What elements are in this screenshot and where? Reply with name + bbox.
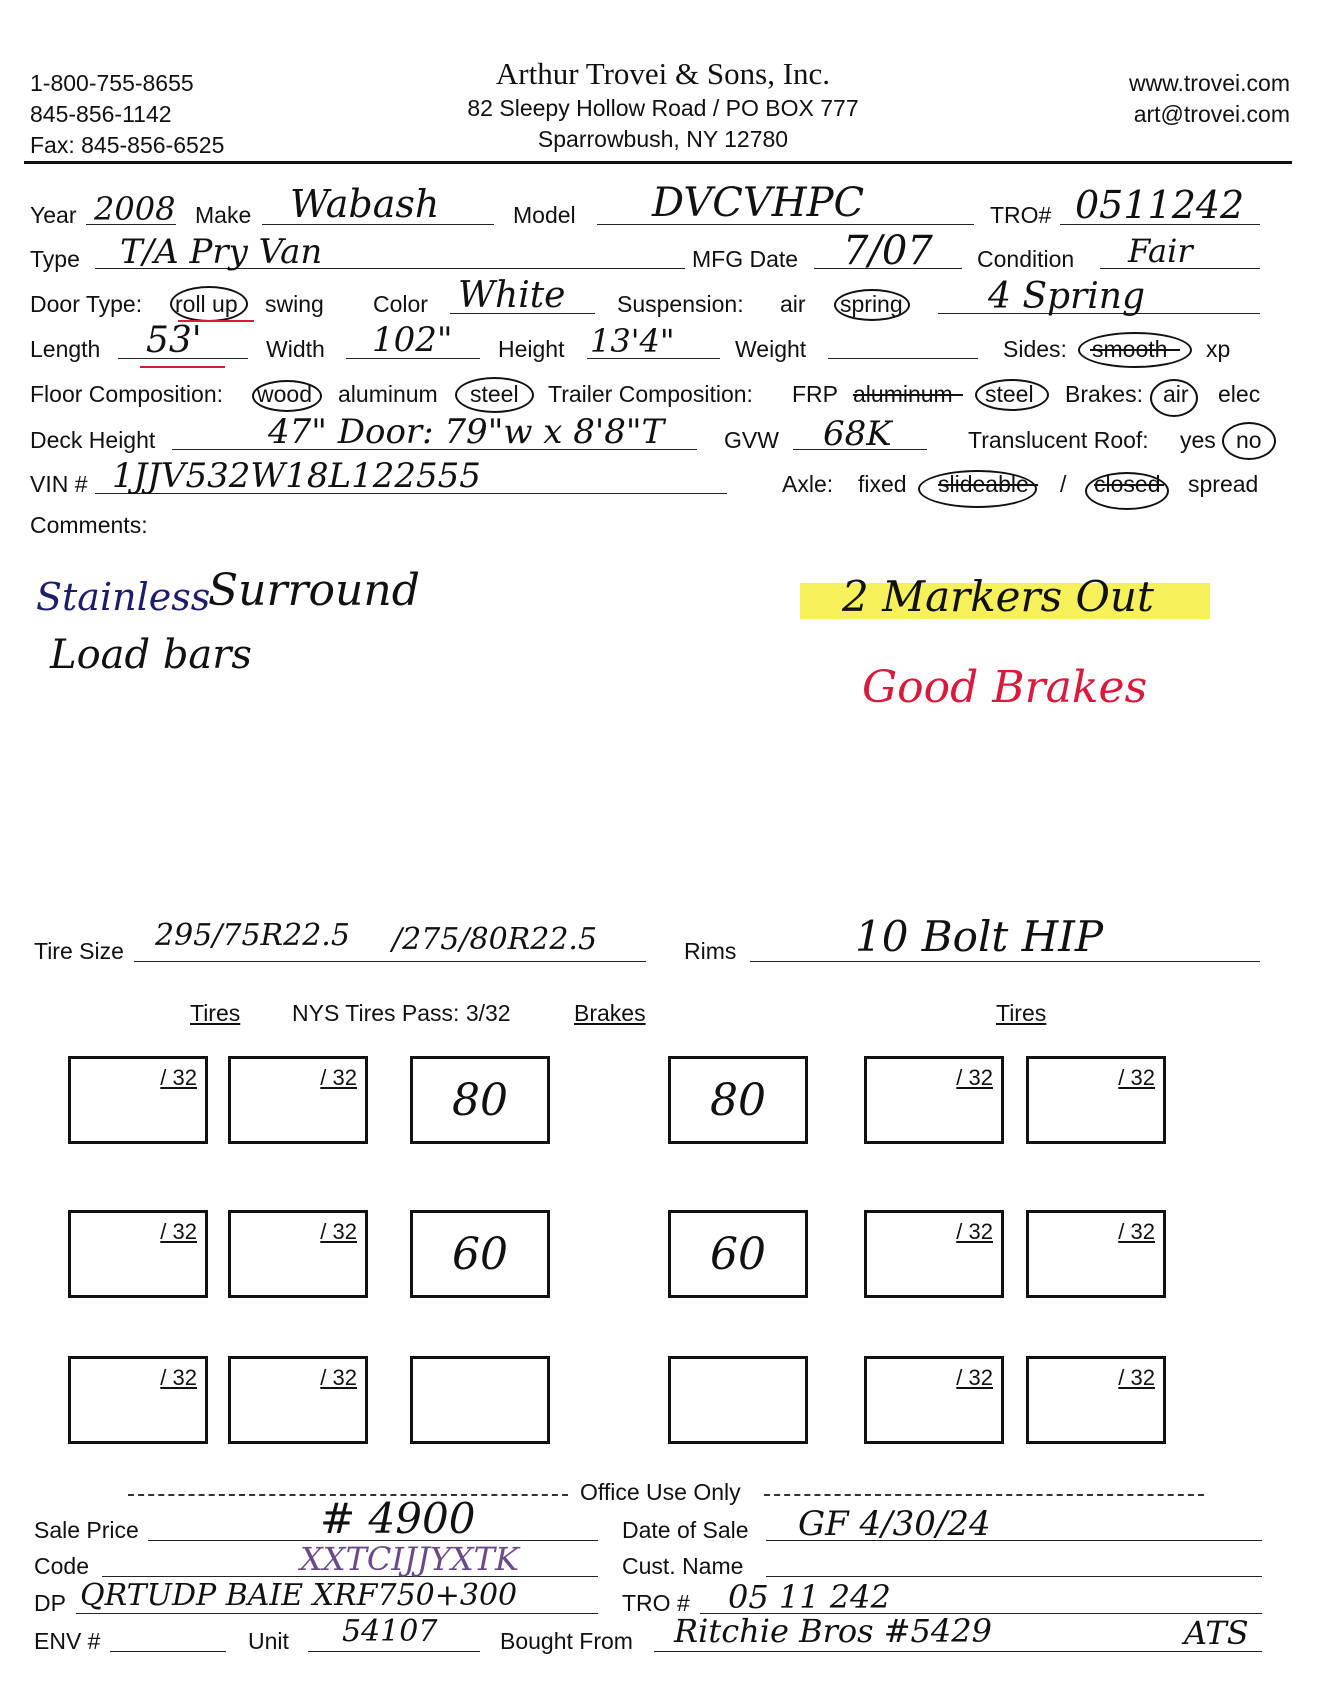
comment-load-bars: Load bars xyxy=(50,632,252,678)
length-red-underline xyxy=(140,366,225,368)
axle-fixed-option: fixed xyxy=(858,471,907,497)
dp-value: QRTUDP BAIE XRF750+300 xyxy=(80,1578,518,1613)
tire-box[interactable]: / 32 xyxy=(68,1210,208,1298)
tro-office-label: TRO # xyxy=(622,1590,690,1616)
roll-up-circle-mark xyxy=(170,286,248,322)
web-block xyxy=(1129,68,1290,130)
company-name: Arthur Trovei & Sons, Inc. xyxy=(495,56,831,91)
trailer-aluminum-option: aluminum xyxy=(853,381,953,407)
type-label: Type xyxy=(30,246,80,272)
trailer-frp-option: FRP xyxy=(792,381,838,407)
vin-value: 1JJV532W18L122555 xyxy=(112,456,481,496)
type-value: T/A Pry Van xyxy=(120,232,323,272)
translucent-no-option: no xyxy=(1236,427,1262,453)
brake-box[interactable] xyxy=(668,1056,808,1144)
length-label: Length xyxy=(30,336,101,362)
brakes-heading: Brakes xyxy=(574,1000,646,1026)
code-label: Code xyxy=(34,1553,89,1579)
comment-surround: Surround xyxy=(208,565,420,616)
dp-label: DP xyxy=(34,1590,66,1616)
brake-value: 80 xyxy=(710,1075,766,1126)
condition-label: Condition xyxy=(977,246,1075,272)
axle-spread-option: spread xyxy=(1188,471,1259,497)
nys-tires-pass: NYS Tires Pass: 3/32 xyxy=(292,1000,511,1026)
make-value: Wabash xyxy=(290,182,440,226)
office-dash-right xyxy=(764,1494,1204,1496)
weight-line xyxy=(828,358,978,359)
door-roll-up-option: roll up xyxy=(175,291,238,317)
unit-label: Unit xyxy=(248,1628,289,1654)
trailer-comp-label: Trailer Composition: xyxy=(548,381,753,407)
phone-1: 1-800-755-8655 xyxy=(30,70,194,96)
tro-office-value: 05 11 242 xyxy=(728,1578,891,1616)
color-value: White xyxy=(458,275,566,316)
email: art@trovei.com xyxy=(1133,101,1290,127)
sides-smooth-option: smooth xyxy=(1092,336,1168,362)
tire-box[interactable]: / 32 xyxy=(1026,1210,1166,1298)
brake-value: 60 xyxy=(710,1229,766,1280)
suspension-air-option: air xyxy=(780,291,806,317)
comment-good-brakes: Good Brakes xyxy=(862,662,1148,713)
office-use-only-label: Office Use Only xyxy=(580,1479,741,1505)
date-of-sale-label: Date of Sale xyxy=(622,1517,749,1543)
width-value: 102" xyxy=(372,320,453,360)
suspension-spring-option: spring xyxy=(840,291,903,317)
width-label: Width xyxy=(266,336,325,362)
tire-box[interactable]: / 32 xyxy=(864,1056,1004,1144)
tires-right-heading: Tires xyxy=(996,1000,1047,1026)
tire-box[interactable]: / 32 xyxy=(864,1210,1004,1298)
company-block xyxy=(0,55,1326,155)
height-label: Height xyxy=(498,336,565,362)
fax: Fax: 845-856-6525 xyxy=(30,132,225,158)
slideable-circle-mark xyxy=(918,470,1037,508)
mfg-date-value: 7/07 xyxy=(843,228,933,274)
bought-from-line xyxy=(654,1651,1262,1652)
trailer-steel-option: steel xyxy=(985,381,1034,407)
tire-box[interactable]: / 32 xyxy=(68,1056,208,1144)
no-circle-mark xyxy=(1222,422,1276,460)
trailer-steel-circle-mark xyxy=(975,379,1049,411)
door-type-label: Door Type: xyxy=(30,291,143,317)
tires-left-heading: Tires xyxy=(190,1000,241,1026)
header-rule xyxy=(24,161,1292,164)
brake-value: 80 xyxy=(452,1075,508,1126)
brake-box[interactable] xyxy=(410,1356,550,1444)
tire-box[interactable]: / 32 xyxy=(68,1356,208,1444)
floor-aluminum-option: aluminum xyxy=(338,381,438,407)
comment-markers-out: 2 Markers Out xyxy=(842,572,1154,621)
suspension-label: Suspension: xyxy=(617,291,744,317)
env-label: ENV # xyxy=(34,1628,101,1654)
axle-slideable-option: slideable xyxy=(938,471,1029,497)
axle-closed-option: closed xyxy=(1094,471,1161,497)
date-of-sale-value: GF 4/30/24 xyxy=(798,1504,991,1544)
brakes-label: Brakes: xyxy=(1065,381,1143,407)
unit-line xyxy=(308,1651,480,1652)
brakes-air-option: air xyxy=(1163,381,1189,407)
code-value: XXTCIJJYXTK xyxy=(300,1540,519,1578)
floor-steel-option: steel xyxy=(470,381,519,407)
floor-steel-circle-mark xyxy=(455,377,534,413)
rims-line xyxy=(750,961,1260,962)
tire-box[interactable]: / 32 xyxy=(864,1356,1004,1444)
condition-value: Fair xyxy=(1128,232,1193,270)
closed-circle-mark xyxy=(1085,472,1169,510)
smooth-circle-mark xyxy=(1078,332,1192,368)
model-value: DVCVHPC xyxy=(652,180,865,226)
comments-label: Comments: xyxy=(30,512,148,538)
brakes-elec-option: elec xyxy=(1218,381,1261,407)
cust-name-label: Cust. Name xyxy=(622,1553,744,1579)
tire-box[interactable]: / 32 xyxy=(228,1356,368,1444)
axle-slash: / xyxy=(1060,471,1067,497)
model-label: Model xyxy=(513,202,576,228)
gvw-value: 68K xyxy=(823,414,892,454)
cust-name-line xyxy=(766,1576,1262,1577)
website: www.trovei.com xyxy=(1128,70,1290,96)
sides-xp-option: xp xyxy=(1206,336,1231,362)
tire-box[interactable]: / 32 xyxy=(228,1056,368,1144)
color-label: Color xyxy=(373,291,428,317)
gvw-label: GVW xyxy=(724,427,779,453)
bought-from-label: Bought From xyxy=(500,1628,633,1654)
tire-size-value-a: 295/75R22.5 xyxy=(155,918,350,953)
door-swing-option: swing xyxy=(265,291,324,317)
mfg-date-label: MFG Date xyxy=(692,246,799,272)
rims-value: 10 Bolt HIP xyxy=(855,912,1104,961)
make-label: Make xyxy=(195,202,252,228)
suspension-note-value: 4 Spring xyxy=(988,276,1146,317)
length-value: 53' xyxy=(146,320,202,361)
tro-label: TRO# xyxy=(990,202,1052,228)
year-value: 2008 xyxy=(94,190,176,228)
vin-label: VIN # xyxy=(30,471,88,497)
sides-label: Sides: xyxy=(1003,336,1067,362)
address-line-2: Sparrowbush, NY 12780 xyxy=(537,126,789,152)
floor-label: Floor Composition: xyxy=(30,381,224,407)
tire-size-line xyxy=(134,961,646,962)
translucent-roof-label: Translucent Roof: xyxy=(968,427,1149,453)
brake-box[interactable] xyxy=(668,1356,808,1444)
brakes-air-circle-mark xyxy=(1150,379,1198,417)
floor-wood-option: wood xyxy=(257,381,312,407)
trailer-aluminum-strike-mark xyxy=(853,394,963,396)
sale-price-value: # 4900 xyxy=(320,1494,476,1543)
tire-size-value-b: /275/80R22.5 xyxy=(392,922,598,957)
weight-label: Weight xyxy=(735,336,807,362)
phone-2: 845-856-1142 xyxy=(30,101,172,127)
tro-value: 0511242 xyxy=(1075,183,1245,227)
translucent-yes-option: yes xyxy=(1180,427,1216,453)
address-line-1: 82 Sleepy Hollow Road / PO BOX 777 xyxy=(467,95,859,121)
comment-stainless: Stainless xyxy=(36,575,211,619)
brake-box[interactable] xyxy=(410,1056,550,1144)
tire-box[interactable]: / 32 xyxy=(228,1210,368,1298)
tire-size-label: Tire Size xyxy=(34,938,124,964)
tire-box[interactable]: / 32 xyxy=(1026,1356,1166,1444)
rims-label: Rims xyxy=(684,938,737,964)
height-value: 13'4" xyxy=(590,322,675,360)
dp-line xyxy=(76,1613,598,1614)
tire-box[interactable]: / 32 xyxy=(1026,1056,1166,1144)
deck-height-label: Deck Height xyxy=(30,427,156,453)
env-line xyxy=(110,1651,226,1652)
sale-price-label: Sale Price xyxy=(34,1517,139,1543)
wood-circle-mark xyxy=(252,380,322,412)
unit-value: 54107 xyxy=(342,1614,438,1649)
brake-box[interactable] xyxy=(668,1210,808,1298)
year-label: Year xyxy=(30,202,77,228)
spring-circle-mark xyxy=(834,289,910,321)
brake-value: 60 xyxy=(452,1229,508,1280)
axle-label: Axle: xyxy=(782,471,834,497)
ats-value: ATS xyxy=(1184,1614,1249,1652)
deck-height-value: 47" Door: 79"w x 8'8"T xyxy=(268,412,665,452)
brake-box[interactable] xyxy=(410,1210,550,1298)
bought-from-value: Ritchie Bros #5429 xyxy=(674,1612,992,1650)
